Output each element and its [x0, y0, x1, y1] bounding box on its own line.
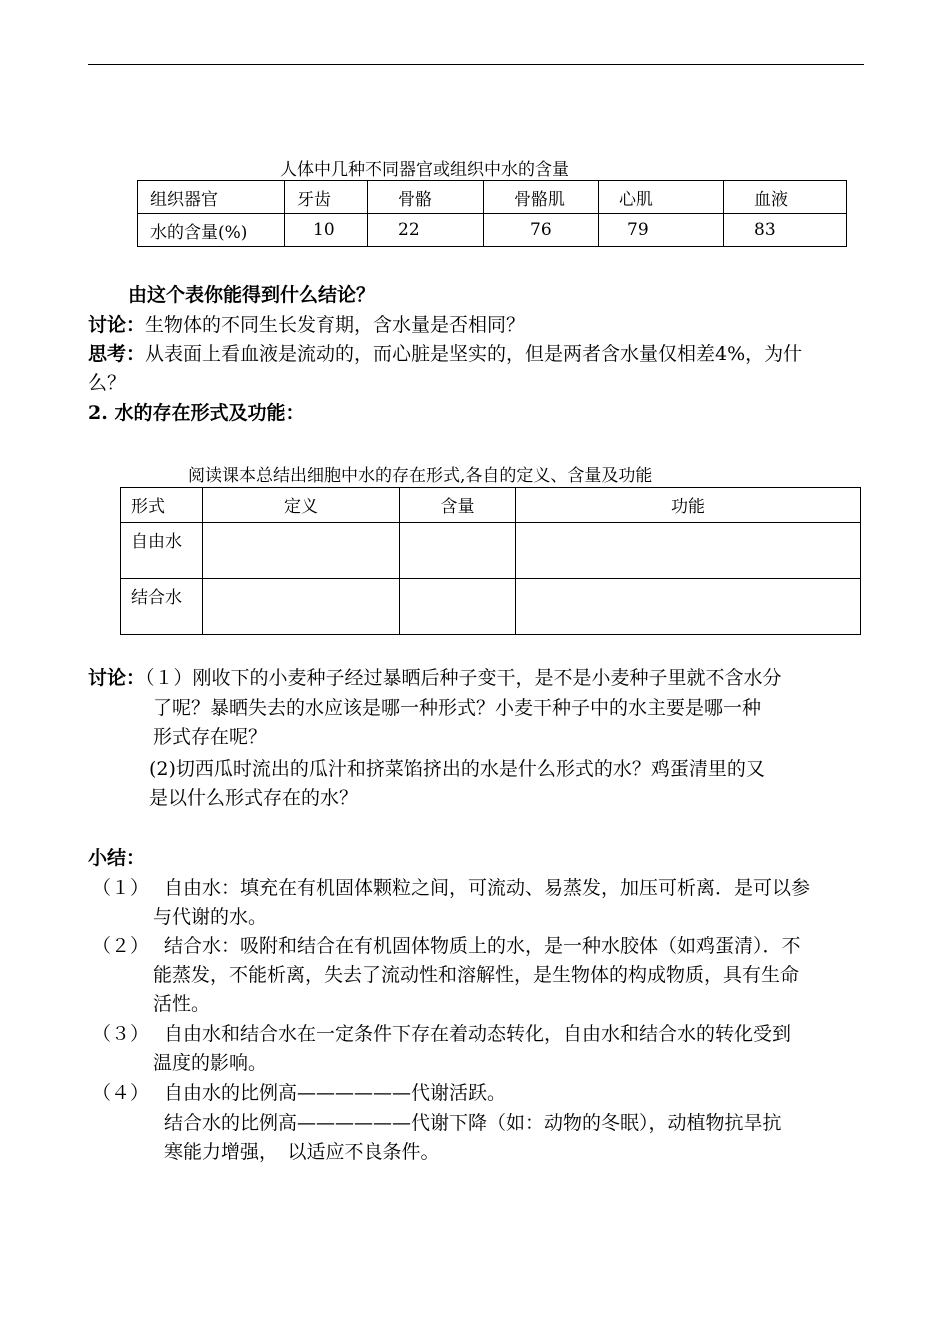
summary-num-3: （３）: [92, 1023, 150, 1045]
table-cell: [400, 579, 516, 635]
think-text: 从表面上看血液是流动的，而心脏是坚实的，但是两者含水量仅相差4%，为什: [145, 343, 803, 365]
table-cell: [203, 523, 400, 579]
discussion-text: （１）刚收下的小麦种子经过暴晒后种子变干，是不是小麦种子里就不含水分: [145, 667, 782, 689]
table-cell: 83: [724, 214, 847, 247]
summary-line: 结合水：吸附和结合在有机固体物质上的水，是一种水胶体（如鸡蛋清）．不: [164, 935, 801, 957]
discussion-text: 生物体的不同生长发育期，含水量是否相同？: [145, 314, 526, 336]
water-content-table: [137, 180, 847, 247]
table-cell: 骨骼: [368, 181, 484, 214]
header-rule: [88, 64, 864, 65]
table-cell: 骨骼肌: [484, 181, 599, 214]
discussion-1: [88, 311, 525, 340]
summary-line: 能蒸发，不能析离，失去了流动性和溶解性，是生物体的构成物质，具有生命: [153, 964, 800, 986]
conclusion-question: 由这个表你能得到什么结论？: [128, 284, 376, 306]
table-row: [121, 523, 861, 579]
table-cell: 形式: [121, 488, 203, 523]
discussion-2-line-2: 了呢？暴晒失去的水应该是哪一种形式？小麦干种子中的水主要是哪一种: [153, 697, 762, 719]
table-cell: 水的含量(%): [138, 214, 285, 247]
table-cell: [516, 579, 861, 635]
summary-num-4: （４）: [92, 1082, 150, 1104]
table-cell: 79: [599, 214, 724, 247]
summary-num-2: （２）: [92, 935, 150, 957]
summary-line: 自由水的比例高——————代谢活跃。: [164, 1082, 507, 1104]
table-cell: 牙齿: [285, 181, 368, 214]
summary-line: 活性。: [153, 993, 211, 1015]
table-cell: 功能: [516, 488, 861, 523]
section-heading: 2. 水的存在形式及功能：: [88, 402, 305, 424]
summary-line: 寒能力增强， 以适应不良条件。: [164, 1141, 440, 1163]
table-cell: [400, 523, 516, 579]
table2-caption: 阅读课本总结出细胞中水的存在形式,各自的定义、含量及功能: [188, 466, 653, 486]
table-cell: 10: [285, 214, 368, 247]
summary-line: 温度的影响。: [153, 1052, 268, 1074]
table-cell: 组织器官: [138, 181, 285, 214]
table-cell: 22: [368, 214, 484, 247]
think-label: 思考：: [88, 343, 146, 365]
summary-title: 小结：: [88, 847, 146, 869]
table-cell: 自由水: [121, 523, 203, 579]
discussion-2-line-4: (2)切西瓜时流出的瓜汁和挤菜馅挤出的水是什么形式的水？鸡蛋清里的又: [149, 758, 765, 780]
discussion-label: 讨论：: [88, 667, 146, 689]
table-row: [138, 181, 847, 214]
discussion-label: 讨论：: [88, 314, 146, 336]
think-line-1: [88, 340, 802, 369]
table-cell: [516, 523, 861, 579]
table-row: [121, 488, 861, 523]
table-row: [138, 214, 847, 247]
summary-num-1: （１）: [92, 877, 150, 899]
summary-line: 结合水的比例高——————代谢下降（如：动物的冬眠），动植物抗旱抗: [164, 1112, 782, 1134]
discussion-2-line-1: [88, 664, 782, 693]
table-cell: 定义: [203, 488, 400, 523]
summary-line: 自由水和结合水在一定条件下存在着动态转化，自由水和结合水的转化受到: [164, 1023, 792, 1045]
table-cell: 血液: [724, 181, 847, 214]
table1-caption: 人体中几种不同器官或组织中水的含量: [280, 160, 569, 180]
summary-line: 自由水：填充在有机固体颗粒之间，可流动、易蒸发，加压可析离．是可以参: [164, 877, 811, 899]
table-cell: 含量: [400, 488, 516, 523]
summary-line: 与代谢的水。: [153, 906, 268, 928]
table-cell: 结合水: [121, 579, 203, 635]
discussion-2-line-3: 形式存在呢？: [153, 726, 268, 748]
table-cell: 76: [484, 214, 599, 247]
table-row: [121, 579, 861, 635]
discussion-2-line-5: 是以什么形式存在的水？: [149, 787, 359, 809]
table-cell: [203, 579, 400, 635]
water-form-table: [120, 487, 861, 635]
think-line-2: 么？: [88, 372, 127, 394]
table-cell: 心肌: [599, 181, 724, 214]
